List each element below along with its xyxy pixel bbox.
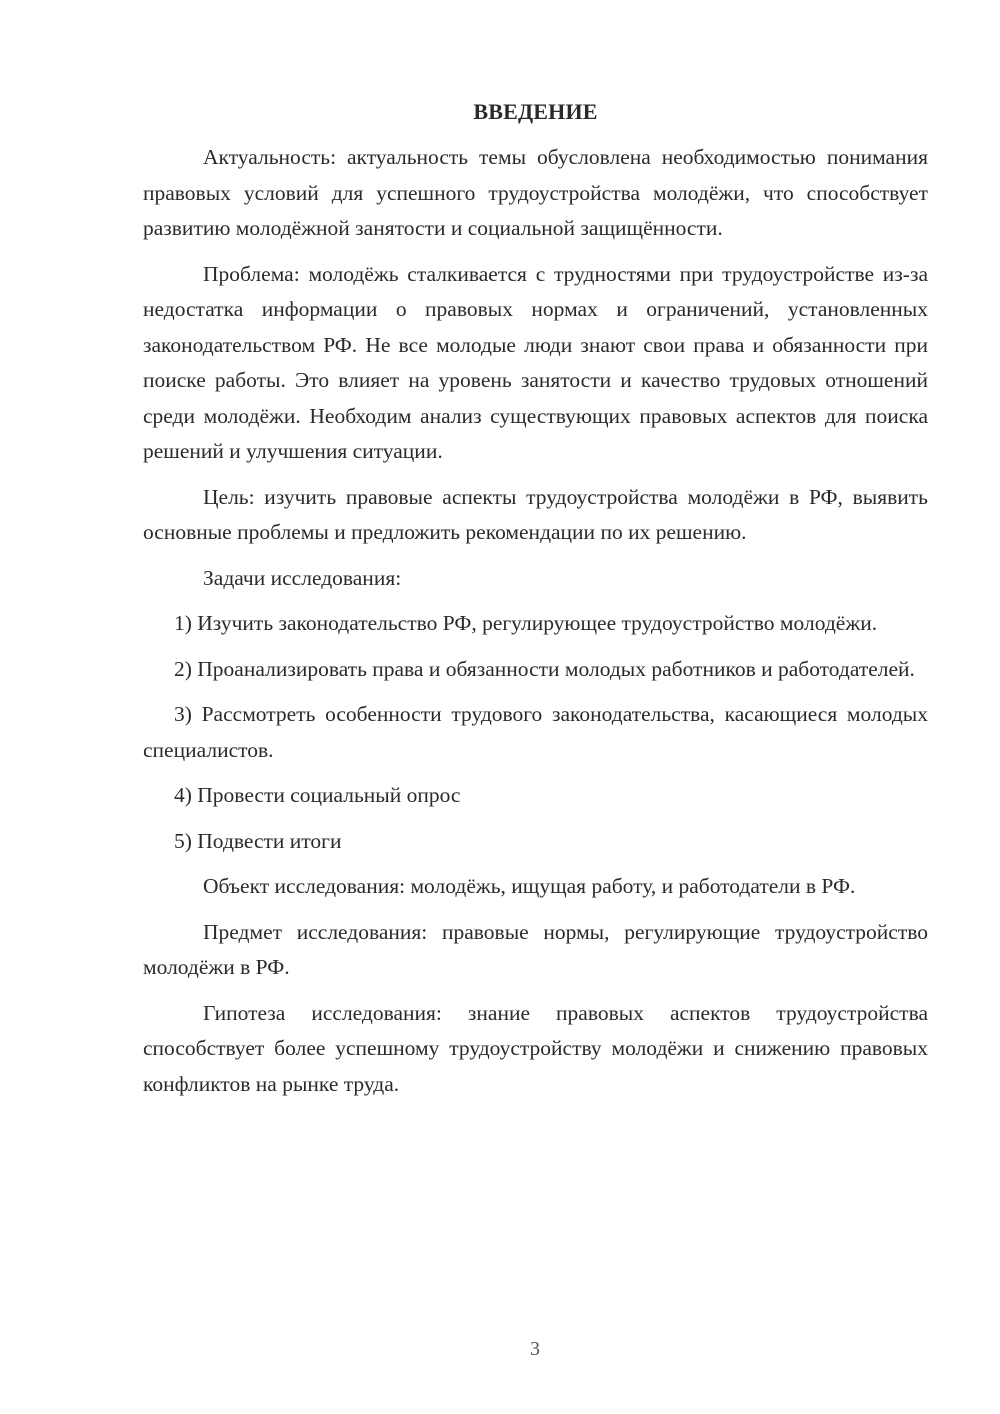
problem-paragraph: Проблема: молодёжь сталкивается с трудностями при трудоустройстве из-за недостатка информации о правовых нормах и ограничений, установленных законодательством РФ. Не все молодые люди знают свои права и обязанности при поиске работы. Это влияет на уровень занятости и качество трудовых отношений среди молодёжи. Необходим анализ существующих правовых аспектов для поиска решений и улучшения ситуации. [143, 261, 928, 463]
task-item-3: 3) Рассмотреть особенности трудового законодательства, касающиеся молодых специалистов. [143, 702, 928, 762]
section-title: ВВЕДЕНИЕ [473, 99, 598, 124]
task-item-1: 1) Изучить законодательство РФ, регулирующее трудоустройство молодёжи. [174, 611, 878, 635]
relevance-paragraph: Актуальность: актуальность темы обусловлена необходимостью понимания правовых условий для успешного трудоустройства молодёжи, что способствует развитию молодёжной занятости и социальной защищённости. [143, 145, 928, 240]
tasks-heading: Задачи исследования: [203, 565, 402, 590]
subject-paragraph: Предмет исследования: правовые нормы, регулирующие трудоустройство молодёжи в РФ. [143, 919, 928, 979]
task-item-5: 5) Подвести итоги [174, 828, 342, 853]
task-item-4: 4) Провести социальный опрос [174, 783, 461, 807]
hypothesis-paragraph: Гипотеза исследования: знание правовых аспектов трудоустройства способствует более успешному трудоустройству молодёжи и снижению правовых конфликтов на рынке труда. [143, 1000, 928, 1096]
page-number: 3 [530, 1338, 540, 1360]
task-item-2: 2) Проанализировать права и обязанности молодых работников и работодателей. [174, 656, 915, 681]
object-paragraph: Объект исследования: молодёжь, ищущая работу, и работодатели в РФ. [203, 874, 856, 898]
goal-paragraph: Цель: изучить правовые аспекты трудоустройства молодёжи в РФ, выявить основные проблемы и предложить рекомендации по их решению. [143, 484, 928, 544]
document-page [143, 94, 928, 1112]
